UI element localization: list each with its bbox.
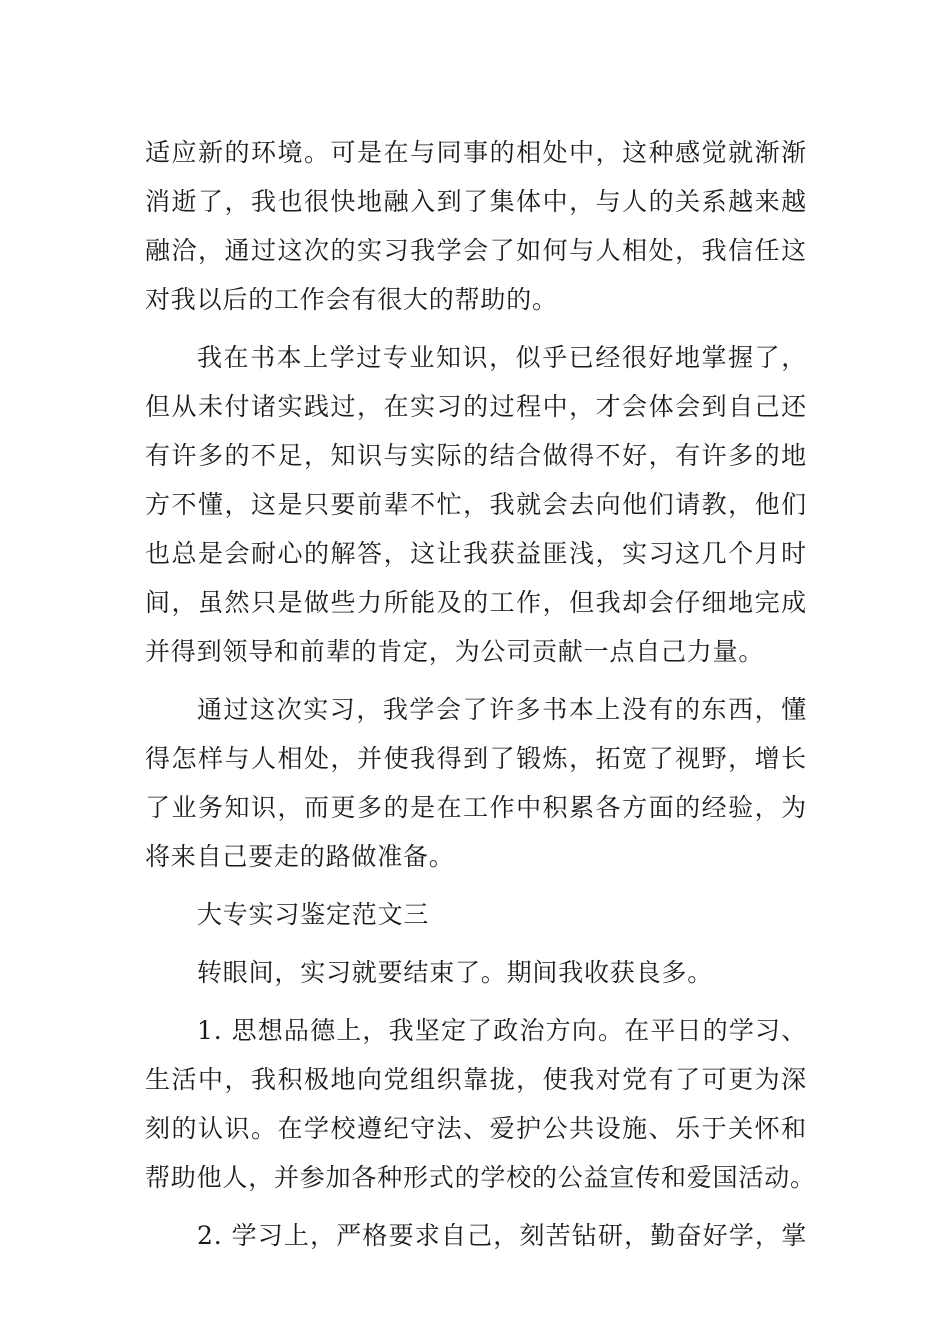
paragraph-gap — [145, 676, 807, 685]
paragraph-gap — [145, 1202, 807, 1211]
text-line: 并得到领导和前辈的肯定，为公司贡献一点自己力量。 — [145, 637, 765, 666]
paragraph-2 — [145, 333, 807, 676]
paragraph-4 — [145, 948, 807, 997]
paragraph-gap — [145, 939, 807, 948]
text-line: 也总是会耐心的解答，这让我获益匪浅，实习这几个月时 — [145, 539, 807, 568]
text-line: 但从未付诸实践过，在实习的过程中，才会体会到自己还 — [145, 392, 807, 421]
text-line: 2. 学习上，严格要求自己，刻苦钻研，勤奋好学，掌 — [197, 1221, 807, 1250]
text-line: 将来自己要走的路做准备。 — [145, 842, 455, 871]
text-line: 消逝了，我也很快地融入到了集体中，与人的关系越来越 — [145, 187, 807, 216]
paragraph-5 — [145, 1006, 816, 1202]
text-line: 融洽，通过这次的实习我学会了如何与人相处，我信任这 — [145, 236, 807, 265]
text-line: 有许多的不足，知识与实际的结合做得不好，有许多的地 — [145, 441, 807, 470]
text-line: 1. 思想品德上，我坚定了政治方向。在平日的学习、 — [197, 1016, 807, 1045]
heading-line: 大专实习鉴定范文三 — [197, 900, 430, 929]
text-line: 刻的认识。在学校遵纪守法、爱护公共设施、乐于关怀和 — [145, 1114, 807, 1143]
text-line: 了业务知识，而更多的是在工作中积累各方面的经验，为 — [145, 793, 807, 822]
paragraph-gap — [145, 324, 807, 333]
text-line: 对我以后的工作会有很大的帮助的。 — [145, 285, 558, 314]
text-line: 得怎样与人相处，并使我得到了锻炼，拓宽了视野，增长 — [145, 744, 807, 773]
text-line: 通过这次实习，我学会了许多书本上没有的东西，懂 — [197, 695, 807, 724]
paragraph-6 — [145, 1211, 807, 1260]
text-line: 转眼间，实习就要结束了。期间我收获良多。 — [197, 958, 714, 987]
text-line: 间，虽然只是做些力所能及的工作，但我却会仔细地完成 — [145, 588, 807, 617]
paragraph-3 — [145, 685, 807, 881]
text-line: 帮助他人，并参加各种形式的学校的公益宣传和爱国活动。 — [145, 1163, 816, 1192]
paragraph-1 — [145, 128, 807, 324]
text-line: 生活中，我积极地向党组织靠拢，使我对党有了可更为深 — [145, 1065, 807, 1094]
document-body — [145, 128, 816, 1260]
paragraph-gap — [145, 997, 807, 1006]
text-line: 我在书本上学过专业知识，似乎已经很好地掌握了， — [197, 343, 807, 372]
section-heading — [145, 890, 807, 939]
text-line: 方不懂，这是只要前辈不忙，我就会去向他们请教，他们 — [145, 490, 807, 519]
text-line: 适应新的环境。可是在与同事的相处中，这种感觉就渐渐 — [145, 138, 807, 167]
paragraph-gap — [145, 881, 807, 890]
